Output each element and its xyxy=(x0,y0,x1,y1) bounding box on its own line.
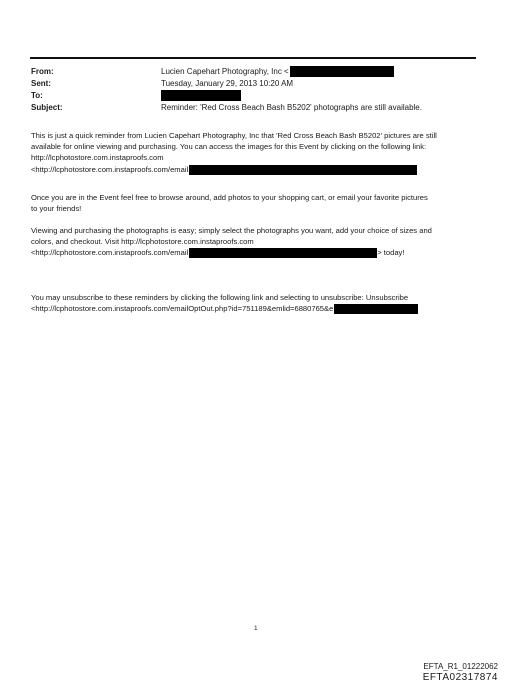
paragraph-purchase xyxy=(31,225,479,259)
body-line: to your friends! xyxy=(31,204,82,214)
unsubscribe-link-full[interactable] xyxy=(31,303,479,314)
redaction-block xyxy=(334,304,418,314)
subject-value: Reminder: 'Red Cross Beach Bash B5202' photographs are still available. xyxy=(161,103,422,112)
paragraph-reminder xyxy=(31,130,479,175)
to-value xyxy=(161,90,241,102)
event-link-full[interactable] xyxy=(31,164,479,175)
redaction-block xyxy=(189,165,417,175)
redaction-block xyxy=(290,66,394,77)
body-line: Once you are in the Event feel free to browse around, add photos to your shopping cart, or email your favorite pictures xyxy=(31,193,428,202)
page-number: 1 xyxy=(254,625,258,632)
to-label: To: xyxy=(31,91,43,100)
from-sender-text: Lucien Capehart Photography, Inc < xyxy=(161,67,289,76)
sent-label: Sent: xyxy=(31,79,51,88)
from-row xyxy=(31,66,471,78)
bates-number-small: EFTA_R1_01222062 xyxy=(423,662,498,671)
redaction-block xyxy=(161,90,241,101)
body-line: colors, and checkout. Visit http://lcphotostore.com.instaproofs.com xyxy=(31,237,254,247)
event-link[interactable]: http://lcphotostore.com.instaproofs.com xyxy=(31,153,164,163)
email-header xyxy=(31,66,471,114)
header-divider xyxy=(30,57,476,59)
purchase-link-text[interactable]: <http://lcphotostore.com.instaproofs.com/email xyxy=(31,248,189,258)
sent-row xyxy=(31,78,471,90)
purchase-link-full[interactable] xyxy=(31,247,479,258)
sent-value: Tuesday, January 29, 2013 10:20 AM xyxy=(161,79,294,88)
bates-number-large: EFTA02317874 xyxy=(422,672,498,683)
event-link-text[interactable]: <http://lcphotostore.com.instaproofs.com/email xyxy=(31,164,189,174)
redaction-block xyxy=(189,248,377,258)
body-line: This is just a quick reminder from Lucien Capehart Photography, Inc that 'Red Cross Beach Bash B5202' pictures are still xyxy=(31,131,437,140)
to-row xyxy=(31,90,471,102)
body-line: Viewing and purchasing the photographs is easy; simply select the photographs you want, add your choice of sizes and xyxy=(31,226,432,235)
unsubscribe-link-text[interactable]: <http://lcphotostore.com.instaproofs.com/emailOptOut.php?id=751189&emlid=6880765&e xyxy=(31,304,334,314)
subject-row xyxy=(31,102,471,114)
subject-label: Subject: xyxy=(31,103,63,112)
body-line: available for online viewing and purchasing. You can access the images for this Event by clicking on the following link: xyxy=(31,142,427,152)
purchase-link-end: > today! xyxy=(377,248,405,258)
from-label: From: xyxy=(31,67,54,76)
paragraph-unsubscribe xyxy=(31,292,479,314)
body-line: You may unsubscribe to these reminders by clicking the following link and selecting to unsubscribe: Unsubscribe xyxy=(31,293,409,302)
from-value xyxy=(161,66,394,78)
paragraph-browse xyxy=(31,192,479,214)
